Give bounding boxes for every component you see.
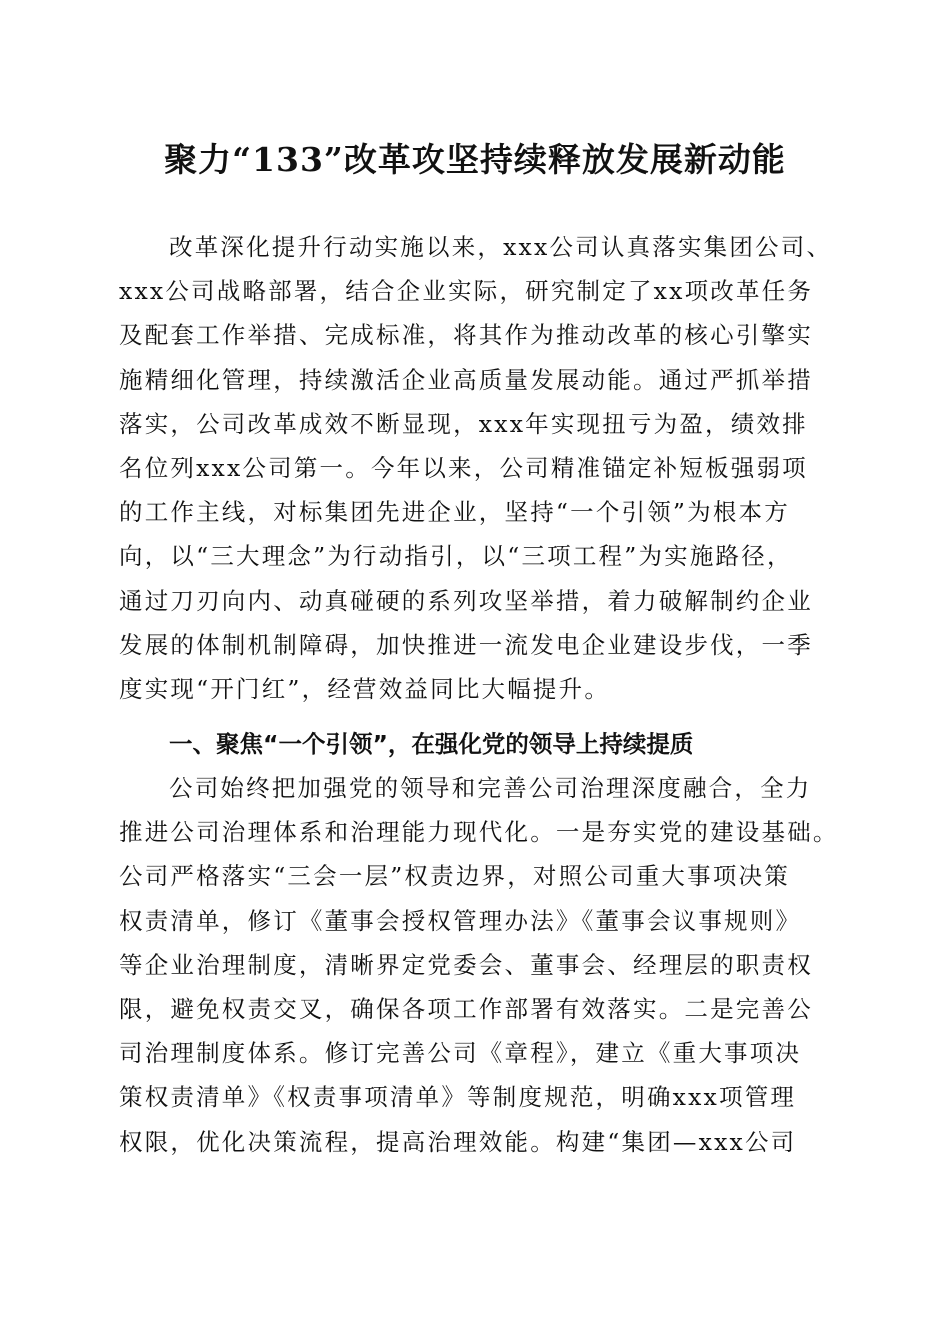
paragraph-line: xxx公司战略部署，结合企业实际，研究制定了xx项改革任务 [119,277,814,306]
paragraph-line: 的工作主线，对标集团先进企业，坚持“一个引领”为根本方 [119,498,790,527]
paragraph-line: 公司严格落实“三会一层”权责边界，对照公司重大事项决策 [119,862,790,891]
paragraph-line: 发展的体制机制障碍，加快推进一流发电企业建设步伐，一季 [119,630,813,659]
paragraph-line: 落实，公司改革成效不断显现，xxx年实现扭亏为盈，绩效排 [119,409,808,438]
paragraph-line: 司治理制度体系。修订完善公司《章程》，建立《重大事项决 [119,1039,802,1068]
paragraph-line: 限，避免权责交叉，确保各项工作部署有效落实。二是完善公 [119,994,813,1023]
paragraph-line: 权限，优化决策流程，提高治理效能。构建“集团—xxx公司 [119,1127,797,1156]
paragraph-line: 等企业治理制度，清晰界定党委会、董事会、经理层的职责权 [119,950,813,979]
paragraph-line: 及配套工作举措、完成标准，将其作为推动改革的核心引擎实 [119,321,813,350]
section-heading-1: 一、聚焦“一个引领”，在强化党的领导上持续提质 [169,730,694,758]
paragraph-line: 推进公司治理体系和治理能力现代化。一是夯实党的建设基础。 [119,818,839,847]
paragraph-line: 度实现“开门红”，经营效益同比大幅提升。 [119,674,611,703]
paragraph-line: 名位列xxx公司第一。今年以来，公司精准锚定补短板强弱项 [119,453,808,482]
paragraph-line: 策权责清单》《权责事项清单》等制度规范，明确xxx项管理 [119,1083,797,1112]
paragraph-line: 向，以“三大理念”为行动指引，以“三项工程”为实施路径， [119,542,793,571]
paragraph-line: 改革深化提升行动实施以来，xxx公司认真落实集团公司、 [169,233,833,261]
paragraph-line: 通过刀刃向内、动真碰硬的系列攻坚举措，着力破解制约企业 [119,586,813,615]
paragraph-line: 权责清单，修订《董事会授权管理办法》《董事会议事规则》 [119,906,802,935]
paragraph-line: 施精细化管理，持续激活企业高质量发展动能。通过严抓举措 [119,365,813,394]
paragraph-line: 公司始终把加强党的领导和完善公司治理深度融合，全力 [169,774,812,802]
document-title: 聚力“133”改革攻坚持续释放发展新动能 [164,140,786,179]
paragraph-2 [119,766,839,1164]
paragraph-1 [119,225,831,711]
